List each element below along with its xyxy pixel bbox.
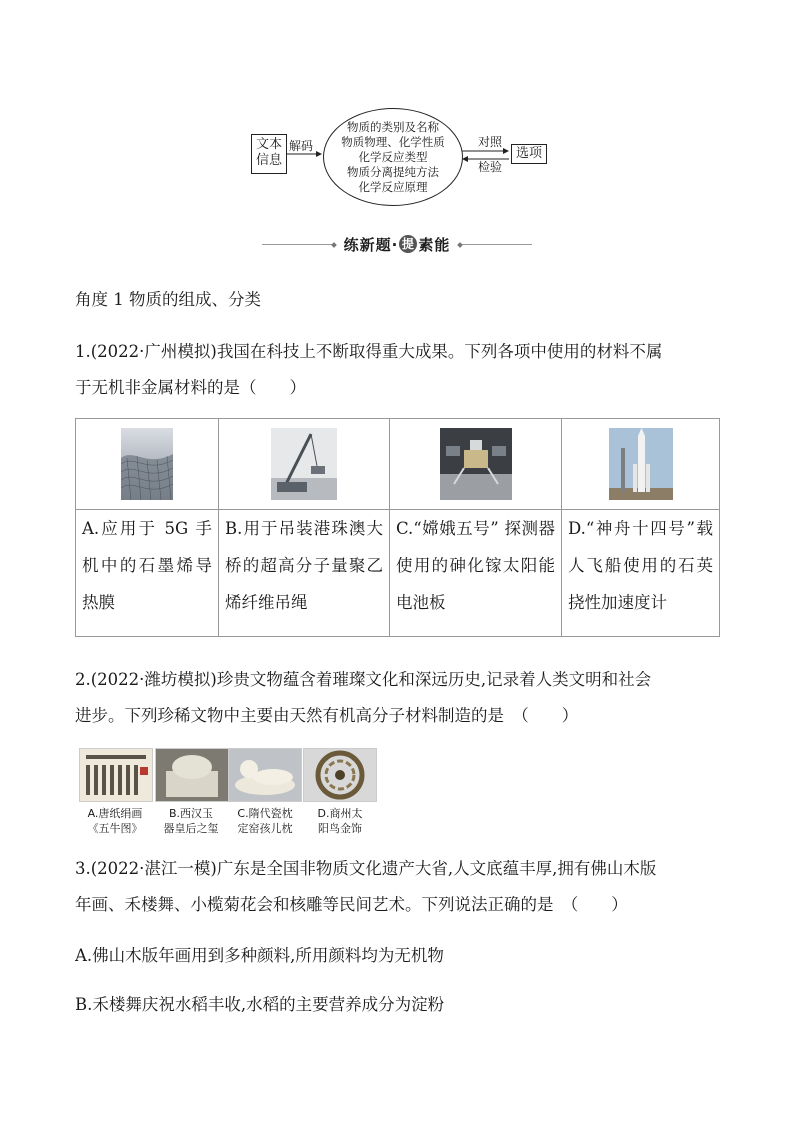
- decode-label: 解码: [289, 139, 314, 153]
- ellipse-line-5: 化学反应原理: [358, 179, 428, 194]
- jade-seal-image: [155, 748, 229, 802]
- q2-option-a[interactable]: [75, 806, 155, 836]
- verify-label: 检验: [478, 160, 503, 174]
- five-oxen-painting-image: [79, 748, 153, 802]
- banner-badge: 提: [399, 235, 417, 253]
- banner-title-part1: 练新题·: [343, 235, 399, 254]
- q1-label-row: [76, 510, 720, 637]
- sunbird-gold-image: [303, 748, 377, 802]
- banner-title-part2: 素能: [418, 235, 451, 254]
- lunar-probe-image: [440, 428, 512, 500]
- q1-image-cell-c: [390, 419, 562, 510]
- text-info-box: [251, 134, 287, 174]
- banner-title: [344, 234, 451, 255]
- text-info-line-1: 文本: [255, 137, 282, 152]
- q2-option-b-line-2: 器皇后之玺: [163, 822, 219, 835]
- q1-stem-line-1: 1.(2022·广州模拟)我国在科技上不断取得重大成果。下列各项中使用的材料不属: [75, 342, 663, 361]
- q2-stem-line-1: 2.(2022·潍坊模拟)珍贵文物蕴含着璀璨文化和深远历史,记录着人类文明和社会: [75, 670, 652, 689]
- q1-image-cell-d: [562, 419, 720, 510]
- q3-option-b[interactable]: B.禾楼舞庆祝水稻丰收,水稻的主要营养成分为淀粉: [75, 995, 445, 1014]
- q2-option-a-line-2: 《五牛图》: [87, 822, 143, 835]
- section-title: 角度 1 物质的组成、分类: [75, 290, 261, 309]
- q1-stem-line-2: 于无机非金属材料的是（ ）: [75, 378, 306, 397]
- rocket-image: [609, 428, 673, 500]
- q1-option-a[interactable]: A.应用于 5G 手机中的石墨烯导热膜: [76, 510, 219, 637]
- ellipse-line-4: 物质分离提纯方法: [347, 164, 439, 179]
- crane-image: [271, 428, 337, 500]
- q1-option-c[interactable]: C.“嫦娥五号” 探测器使用的砷化镓太阳能电池板: [390, 510, 562, 637]
- q1-options-table: [75, 418, 720, 637]
- section-banner: [262, 232, 532, 256]
- q2-option-a-line-1: A.唐纸绢画: [87, 807, 143, 820]
- graphene-sheet-image: [121, 428, 173, 500]
- ellipse-line-1: 物质的类别及名称: [347, 119, 439, 134]
- text-info-line-2: 信息: [255, 153, 282, 168]
- q2-option-c-line-1: C.隋代瓷枕: [237, 807, 293, 820]
- ellipse-line-2: 物质物理、化学性质: [341, 134, 445, 149]
- q2-option-d-line-2: 阳鸟金饰: [318, 822, 362, 835]
- decode-arrow-head: [316, 151, 322, 157]
- knowledge-ellipse: [323, 108, 463, 206]
- banner-divider-right: [458, 244, 532, 245]
- q3-stem-line-2: 年画、禾楼舞、小榄菊花会和核雕等民间艺术。下列说法正确的是 （ ）: [75, 895, 628, 914]
- q2-option-d[interactable]: [300, 806, 380, 836]
- q1-option-d[interactable]: D.“神舟十四号”载人飞船使用的石英挠性加速度计: [562, 510, 720, 637]
- q1-option-b[interactable]: B.用于吊装港珠澳大桥的超高分子量聚乙烯纤维吊绳: [219, 510, 390, 637]
- q2-option-d-line-1: D.商州太: [317, 807, 363, 820]
- q1-image-cell-a: [76, 419, 219, 510]
- q2-option-c-line-2: 定窑孩儿枕: [237, 822, 293, 835]
- compare-label: 对照: [478, 135, 503, 149]
- options-box: 选项: [511, 144, 547, 164]
- q3-stem-line-1: 3.(2022·湛江一模)广东是全国非物质文化遗产大省,人文底蕴丰厚,拥有佛山木版: [75, 859, 657, 878]
- q2-stem-line-2: 进步。下列珍稀文物中主要由天然有机高分子材料制造的是 （ ）: [75, 706, 579, 725]
- compare-arrow-head: [503, 148, 509, 154]
- porcelain-pillow-image: [228, 748, 302, 802]
- q1-image-row: [76, 419, 720, 510]
- q1-image-cell-b: [219, 419, 390, 510]
- q3-option-a[interactable]: A.佛山木版年画用到多种颜料,所用颜料均为无机物: [75, 946, 444, 965]
- q2-option-b-line-1: B.西汉玉: [168, 807, 214, 820]
- banner-divider-left: [262, 244, 336, 245]
- q2-option-c[interactable]: [225, 806, 305, 836]
- q2-option-b[interactable]: [151, 806, 231, 836]
- ellipse-line-3: 化学反应类型: [358, 149, 428, 164]
